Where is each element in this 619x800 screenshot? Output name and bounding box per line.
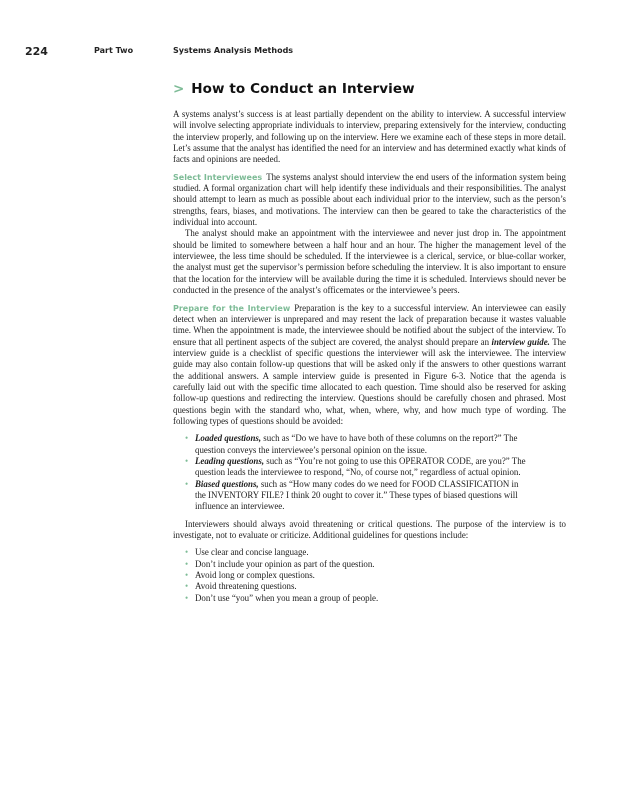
prepare-text-b: The interview guide is a checklist of specific questions the interviewer will ask the interviewee. The interview guide may also contain follow-up questions that will be asked only if the answers to other questions warrant the additional answers. A sample interview guide is presented in Figure 6-3. Notice that the agenda is carefully laid out with the specific time allocated to each question. Time should also be reserved for asking follow-up questions and redirecting the interview. Questions should be carefully chosen and phrased. Most questions begin with the standard who, what, when, where, why, and how much type of wording. The following types of questions should be avoided:	[173, 336, 566, 426]
list-item	[185, 456, 566, 479]
select-interviewees-heading: Select Interviewees	[173, 172, 263, 182]
heading-arrow-icon: >	[173, 81, 185, 97]
section-title: How to Conduct an Interview	[191, 81, 415, 97]
list-item	[185, 479, 566, 513]
avoided-question-types-list	[173, 433, 566, 512]
list-item-text: such as “Do we have to have both of these columns on the report?” The question conveys the interviewee’s personal opinion on the issue.	[195, 433, 518, 455]
prepare-text-a: Preparation is the key to a successful interview. An interviewee can easily detect when an interviewer is unprepared and may resent the lack of preparation because it wastes valuable time. When the appointment is made, the interviewee should be notified about the subject of the interview. To ensure that all pertinent aspects of the subject are covered, the analyst should prepare an	[173, 302, 567, 347]
closing-paragraph: Interviewers should always avoid threatening or critical questions. The purpose of the interview is to investigate, not to evaluate or criticize. Additional guidelines for questions include:	[173, 518, 566, 541]
list-item: • Avoid long or complex questions.	[185, 570, 566, 581]
running-header	[25, 45, 585, 59]
list-item: • Use clear and concise language.	[185, 547, 566, 558]
page-number: 224	[25, 45, 48, 58]
list-item: • Don’t include your opinion as part of the question.	[185, 559, 566, 570]
list-item: • Avoid threatening questions.	[185, 581, 566, 592]
list-item	[185, 433, 566, 456]
list-item-text: such as “How many codes do we need for FOOD CLASSIFICATION in the INVENTORY FILE? I think 20 ought to cover it.” These types of biased questions will influence an interviewee.	[195, 478, 519, 512]
section-label: Systems Analysis Methods	[173, 46, 294, 55]
prepare-paragraph	[173, 303, 566, 428]
intro-paragraph: A systems analyst’s success is at least partially dependent on the ability to interview. A successful interview will involve selecting appropriate individuals to interview, preparing extensively for the interview, conducting the interview properly, and following up on the interview. Here we examine each of these steps in more detail. Let’s assume that the analyst has identified the need for an interview and has determined exactly what kinds of facts and opinions are needed.	[173, 109, 566, 165]
list-item-text: such as “You’re not going to use this OPERATOR CODE, are you?” The question leads the interviewee to respond, “No, of course not,” regardless of actual opinion.	[195, 455, 526, 478]
list-item-term: Leading questions,	[195, 455, 265, 466]
section-heading	[173, 81, 566, 97]
question-guidelines-list	[173, 547, 566, 604]
select-paragraph-1	[173, 172, 566, 229]
select-paragraph-1-text: The systems analyst should interview the end users of the information system being studied. A formal organization chart will help identify these individuals and their responsibilities. The analyst should attempt to learn as much as possible about each individual prior to the interview, such as the person’s strengths, fears, biases, and motivations. The interview can then be geared to take the characteristics of the individual into account.	[173, 171, 566, 228]
page-body	[173, 81, 566, 610]
list-item-term: Biased questions,	[195, 478, 259, 489]
interview-guide-term: interview guide.	[491, 336, 550, 347]
prepare-interview-heading: Prepare for the Interview	[173, 303, 291, 313]
list-item-term: Loaded questions,	[195, 433, 262, 444]
part-label: Part Two	[94, 46, 134, 55]
list-item: • Don’t use “you” when you mean a group of people.	[185, 593, 566, 604]
select-paragraph-2: The analyst should make an appointment with the interviewee and never just drop in. The appointment should be limited to somewhere between a half hour and an hour. The higher the management level of the interviewee, the less time should be scheduled. If the interviewee is a clerical, service, or blue-collar worker, the analyst must get the supervisor’s permission before scheduling the interview. It is also important to ensure that the location for the interview will be available during the time it is scheduled. Interviews should never be conducted in the presence of the analyst’s officemates or the interviewee’s peers.	[173, 228, 566, 296]
